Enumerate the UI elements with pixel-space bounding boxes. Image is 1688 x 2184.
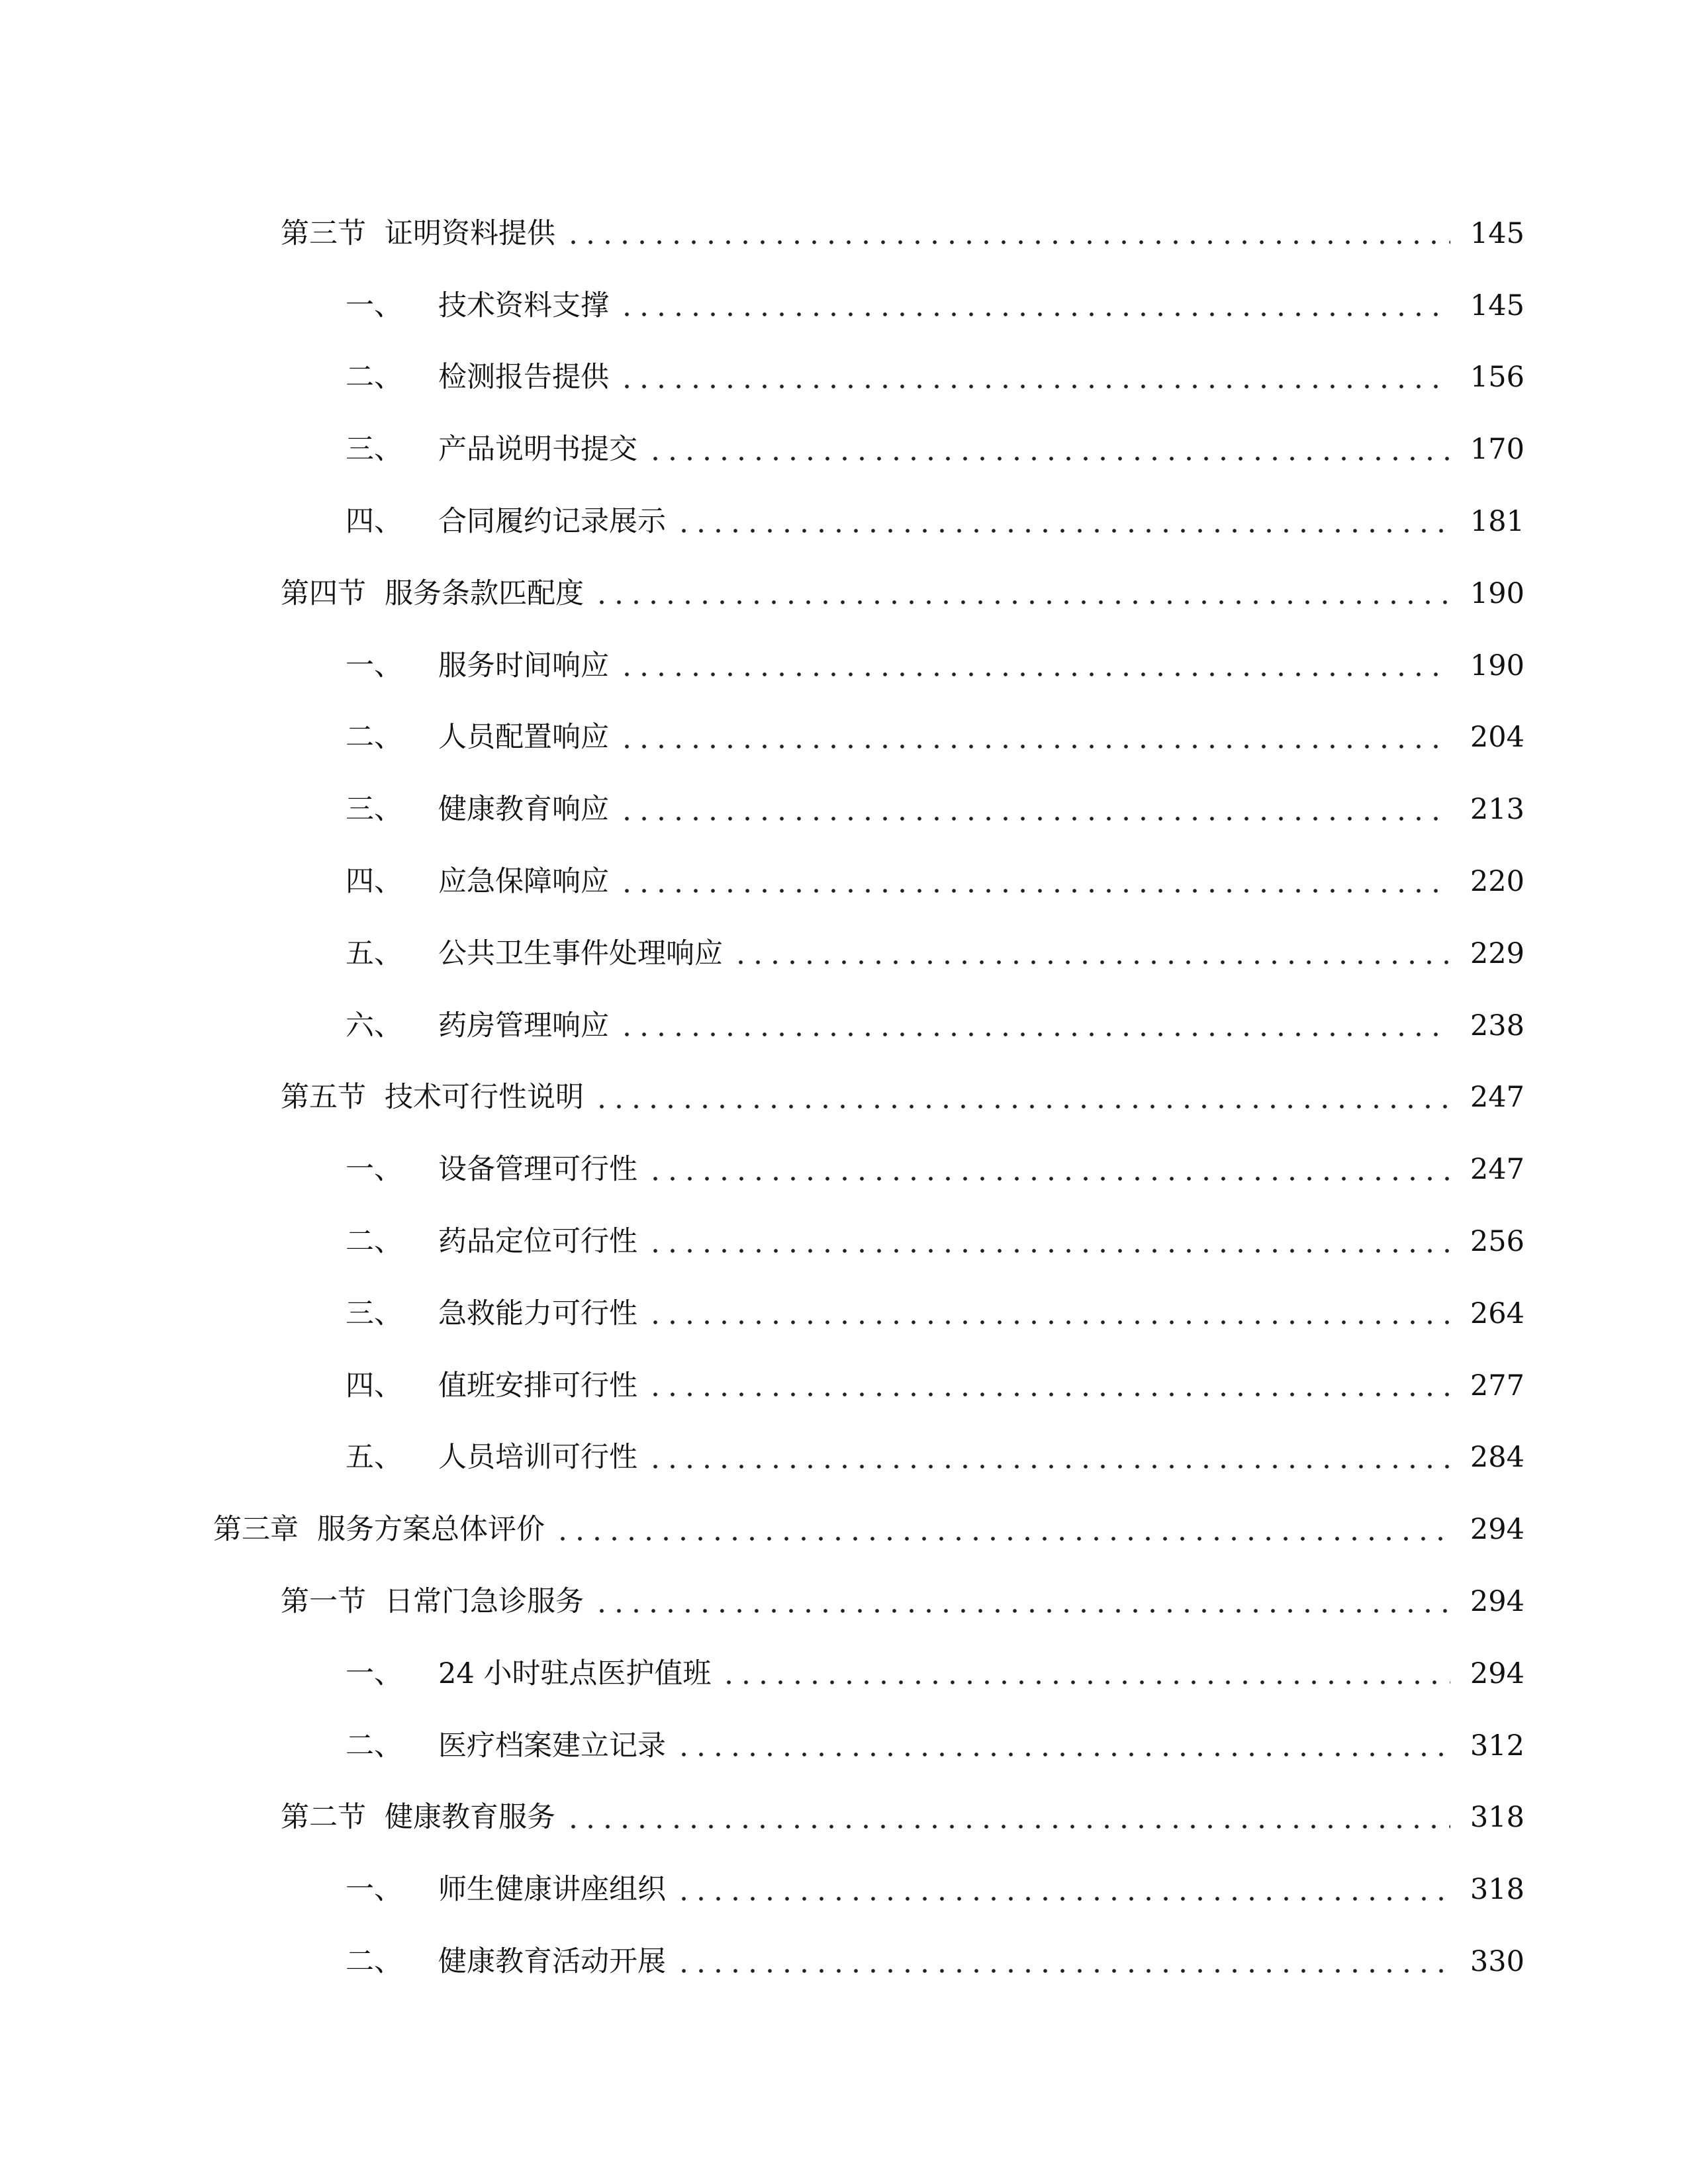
toc-entry-page: 264 [1470,1297,1524,1330]
dot-leader [618,311,1450,318]
toc-entry-page: 294 [1470,1585,1524,1619]
toc-entry-label [346,1945,666,1979]
toc-entry-marker: 五、 [346,936,402,970]
toc-entry-page: 256 [1470,1225,1524,1259]
toc-entry-marker: 一、 [346,289,402,322]
toc-entry-section[interactable] [0,1782,1688,1854]
toc-entry-item[interactable] [0,270,1688,342]
toc-entry-page: 220 [1470,865,1524,899]
toc-entry-title: 急救能力可行性 [438,1297,637,1330]
toc-entry-marker: 第一节 [281,1585,366,1619]
toc-entry-title: 技术资料支撑 [438,289,609,322]
dot-leader [554,1535,1450,1542]
toc-entry-item[interactable] [0,1926,1688,1998]
toc-entry-title: 药品定位可行性 [438,1225,637,1259]
toc-entry-label [213,1513,545,1547]
dot-leader [618,887,1450,894]
toc-entry-title: 应急保障响应 [438,865,609,899]
toc-entry-label [346,649,609,682]
toc-entry-section[interactable] [0,198,1688,270]
toc-entry-title: 证明资料提供 [385,216,555,250]
dot-leader [618,815,1450,822]
toc-entry-title: 24 小时驻点医护值班 [438,1657,712,1690]
toc-entry-label [281,1585,584,1619]
toc-entry-item[interactable] [0,342,1688,414]
toc-entry-item[interactable] [0,1350,1688,1422]
toc-entry-label [346,1873,666,1907]
toc-entry-marker: 二、 [346,1729,402,1762]
toc-entry-item[interactable] [0,846,1688,918]
dot-leader [647,455,1450,462]
toc-entry-title: 服务时间响应 [438,649,609,682]
toc-entry-item[interactable] [0,1710,1688,1782]
toc-entry-chapter[interactable] [0,1494,1688,1566]
dot-leader [593,1103,1450,1110]
toc-entry-label [281,1081,584,1115]
toc-entry-section[interactable] [0,1566,1688,1638]
dot-leader [618,743,1450,750]
toc-entry-title: 设备管理可行性 [438,1153,637,1187]
dot-leader [618,1031,1450,1038]
toc-entry-label [346,433,637,467]
toc-entry-page: 190 [1470,649,1524,682]
toc-entry-title: 技术可行性说明 [385,1081,584,1115]
toc-entry-item[interactable] [0,702,1688,774]
toc-entry-marker: 一、 [346,649,402,682]
toc-entry-page: 247 [1470,1081,1524,1115]
toc-entry-page: 190 [1470,576,1524,610]
dot-leader [565,239,1450,246]
dot-leader [675,527,1450,534]
toc-entry-item[interactable] [0,774,1688,846]
toc-entry-label [281,1801,555,1835]
toc-entry-page: 330 [1470,1945,1524,1979]
toc-entry-item[interactable] [0,1206,1688,1278]
dot-leader [618,671,1450,678]
toc-entry-marker: 第三节 [281,216,366,250]
toc-entry-page: 294 [1470,1657,1524,1690]
toc-entry-item[interactable] [0,1278,1688,1350]
toc-entry-marker: 五、 [346,1441,402,1475]
dot-leader [565,1823,1450,1830]
toc-entry-page: 213 [1470,793,1524,827]
toc-entry-page: 238 [1470,1009,1524,1042]
toc-entry-page: 145 [1470,289,1524,322]
toc-entry-label [346,1441,637,1475]
toc-entry-marker: 三、 [346,433,402,467]
toc-entry-title: 检测报告提供 [438,361,609,394]
toc-entry-section[interactable] [0,1062,1688,1134]
toc-entry-page: 229 [1470,936,1524,970]
toc-entry-page: 294 [1470,1513,1524,1547]
toc-entry-page: 145 [1470,216,1524,250]
dot-leader [647,1248,1450,1254]
toc-entry-page: 312 [1470,1729,1524,1762]
dot-leader [593,1608,1450,1614]
toc-entry-item[interactable] [0,486,1688,558]
dot-leader [675,1895,1450,1902]
dot-leader [675,1751,1450,1758]
toc-entry-label [346,1657,712,1690]
dot-leader [720,1679,1450,1686]
dot-leader [647,1391,1450,1398]
toc-entry-title: 产品说明书提交 [438,433,637,467]
toc-entry-label [346,505,666,539]
toc-entry-page: 318 [1470,1873,1524,1907]
toc-entry-label [346,1729,666,1762]
toc-entry-page: 156 [1470,361,1524,394]
toc-entry-marker: 二、 [346,361,402,394]
toc-entry-marker: 四、 [346,1369,402,1402]
toc-entry-page: 170 [1470,433,1524,467]
toc-entry-marker: 一、 [346,1873,402,1907]
toc-entry-label [281,216,555,250]
toc-entry-item[interactable] [0,1422,1688,1494]
toc-entry-title: 人员配置响应 [438,721,609,754]
toc-entry-marker: 第五节 [281,1081,366,1115]
toc-entry-marker: 四、 [346,505,402,539]
toc-entry-label [281,576,584,610]
toc-entry-label [346,936,723,970]
toc-entry-marker: 第三章 [213,1513,299,1547]
toc-entry-page: 247 [1470,1153,1524,1187]
dot-leader [618,383,1450,390]
toc-entry-label [346,865,609,899]
toc-entry-label [346,1225,637,1259]
toc-entry-item[interactable] [0,918,1688,990]
toc-entry-title: 健康教育活动开展 [438,1945,666,1979]
toc-entry-marker: 一、 [346,1153,402,1187]
toc-entry-item[interactable] [0,414,1688,486]
toc-entry-title: 服务条款匹配度 [385,576,584,610]
toc-entry-label [346,723,609,752]
toc-entry-marker: 四、 [346,865,402,899]
toc-entry-label [346,793,609,827]
toc-entry-marker: 第二节 [281,1801,366,1835]
toc-entry-marker: 三、 [346,793,402,827]
toc-entry-title: 药房管理响应 [438,1009,609,1042]
toc-entry-marker: 三、 [346,1297,402,1330]
toc-entry-title: 健康教育服务 [385,1801,555,1835]
toc-entry-title: 值班安排可行性 [438,1369,637,1402]
toc-entry-title: 公共卫生事件处理响应 [438,936,723,970]
toc-entry-title: 师生健康讲座组织 [438,1873,666,1907]
toc-entry-marker: 二、 [346,721,402,754]
toc-entry-item[interactable] [0,1134,1688,1206]
toc-entry-title: 日常门急诊服务 [385,1585,584,1619]
dot-leader [593,599,1450,606]
toc-entry-page: 284 [1470,1441,1524,1475]
dot-leader [647,1463,1450,1470]
toc-entry-item[interactable] [0,1638,1688,1710]
toc-entry-section[interactable] [0,558,1688,630]
toc-entry-title: 服务方案总体评价 [317,1513,545,1547]
toc-entry-marker: 二、 [346,1225,402,1259]
toc-entry-title: 合同履约记录展示 [438,505,666,539]
toc-entry-label [346,1153,637,1187]
toc-entry-item[interactable] [0,990,1688,1062]
toc-entry-marker: 第四节 [281,576,366,610]
toc-entry-title: 健康教育响应 [438,793,609,827]
toc-entry-marker: 二、 [346,1945,402,1979]
table-of-contents [0,198,1688,1998]
toc-entry-page: 181 [1470,505,1524,539]
toc-entry-page: 204 [1470,721,1524,754]
toc-entry-item[interactable] [0,630,1688,702]
toc-entry-marker: 一、 [346,1657,402,1690]
toc-entry-label [346,1009,609,1042]
toc-entry-marker: 六、 [346,1009,402,1042]
dot-leader [647,1319,1450,1326]
toc-entry-page: 277 [1470,1369,1524,1402]
dot-leader [732,959,1450,966]
toc-entry-title: 医疗档案建立记录 [438,1729,666,1762]
toc-entry-label [346,1369,637,1402]
toc-entry-label [346,363,609,392]
toc-entry-page: 318 [1470,1801,1524,1835]
dot-leader [675,1968,1450,1974]
toc-entry-label [346,1297,637,1330]
toc-entry-item[interactable] [0,1854,1688,1926]
toc-entry-label [346,289,609,322]
dot-leader [647,1175,1450,1182]
toc-entry-title: 人员培训可行性 [438,1441,637,1475]
